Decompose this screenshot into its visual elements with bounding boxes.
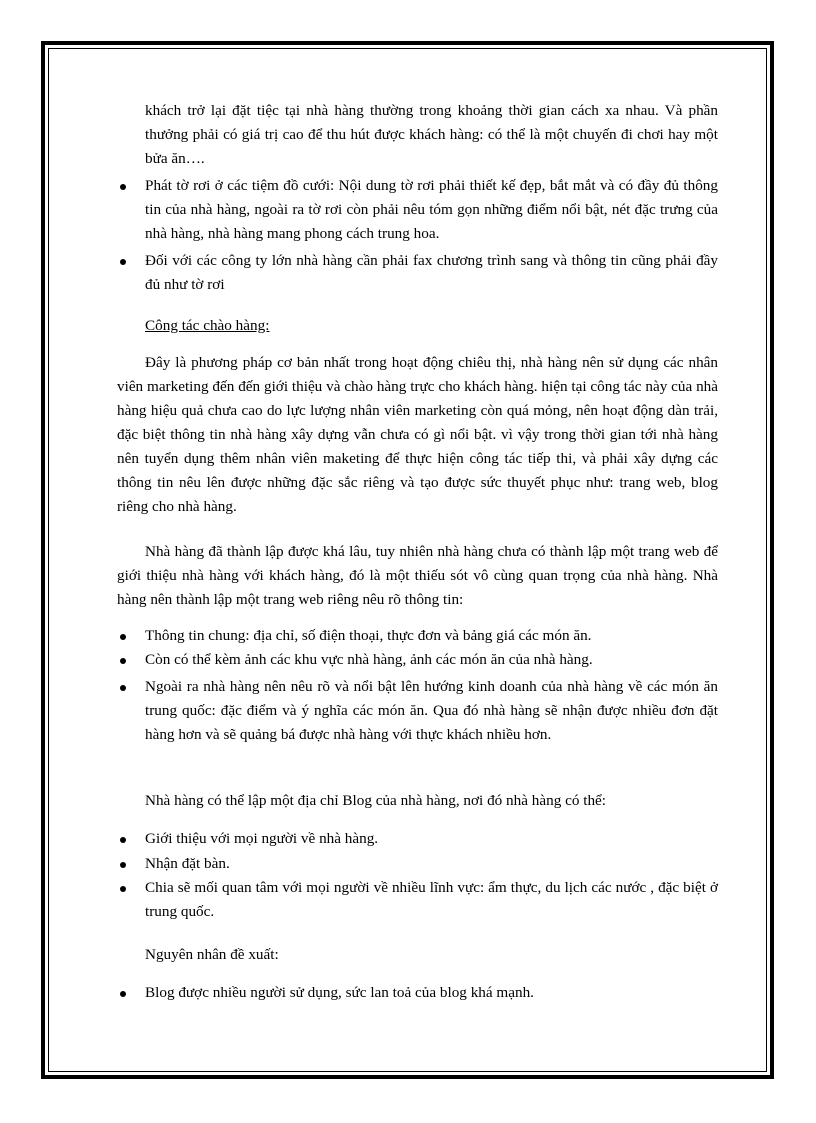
section-heading: Nguyên nhân đề xuất: xyxy=(145,946,279,963)
bullet-icon xyxy=(120,685,126,691)
list-item: Chia sẽ mối quan tâm với mọi người về nhiều lĩnh vực: ẩm thực, du lịch các nước , đặc biệt ở trung quốc. xyxy=(145,879,718,920)
list-item: Ngoài ra nhà hàng nên nêu rõ và nổi bật lên hướng kinh doanh của nhà hàng về các món ăn trung quốc: đặc điểm và ý nghĩa các món ăn. Qua đó nhà hàng sẽ nhận được nhiều đơn đặt hàng hơn và sẽ quảng bá được nhà hàng với thực khách nhiều hơn. xyxy=(145,678,718,743)
bullet-icon xyxy=(120,658,126,664)
bullet-icon xyxy=(120,837,126,843)
body-paragraph: Nhà hàng có thể lập một địa chỉ Blog của nhà hàng, nơi đó nhà hàng có thể: xyxy=(145,792,607,809)
bullet-icon xyxy=(120,634,126,640)
list-item: Nhận đặt bàn. xyxy=(145,855,230,872)
bullet-icon xyxy=(120,184,126,190)
bullet-icon xyxy=(120,862,126,868)
continued-paragraph: khách trở lại đặt tiệc tại nhà hàng thường trong khoảng thời gian cách xa nhau. Và phần thưởng phải có giá trị cao để thu hút được khách hàng: có thể là một chuyến đi chơi hay một bửa ăn…. xyxy=(145,102,718,167)
list-item: Giới thiệu với mọi người về nhà hàng. xyxy=(145,830,379,847)
list-item: Còn có thể kèm ảnh các khu vực nhà hàng, ảnh các món ăn của nhà hàng. xyxy=(145,651,593,668)
body-paragraph: Đây là phương pháp cơ bản nhất trong hoạt động chiêu thị, nhà hàng nên sử dụng các nhân viên marketing đến đến giới thiệu và chào hàng trực cho khách hàng. hiện tại công tác này của nhà hàng hiệu quả chưa cao do lực lượng nhân viên marketing còn quá mỏng, nên hoạt động dàn trải, đặc biệt thông tin nhà hàng xây dựng vẫn chưa có gì nổi bật. vì vậy trong thời gian tới nhà hàng nên tuyển dụng thêm nhân viên maketing để thực hiện công tác tiếp thi, và phải xây dựng các thông tin nêu lên được những đặc sắc riêng và tạo được sức thuyết phục như: trang web, blog riêng cho nhà hàng. xyxy=(117,354,718,515)
bullet-icon xyxy=(120,991,126,997)
list-item: Thông tin chung: địa chỉ, số điện thoại, thực đơn và bảng giá các món ăn. xyxy=(145,627,592,644)
bullet-icon xyxy=(120,259,126,265)
bullet-icon xyxy=(120,886,126,892)
list-item: Phát tờ rơi ở các tiệm đồ cưới: Nội dung tờ rơi phải thiết kế đẹp, bắt mắt và có đầy đủ thông tin của nhà hàng, ngoài ra tờ rơi còn phải nêu tóm gọn những điểm nổi bật, nét đặc trưng của nhà hàng, nhà hàng mang phong cách trung hoa. xyxy=(145,177,718,242)
list-item: Đối với các công ty lớn nhà hàng cần phải fax chương trình sang và thông tin cũng phải đầy đủ như tờ rơi xyxy=(145,252,718,293)
body-paragraph: Nhà hàng đã thành lập được khá lâu, tuy nhiên nhà hàng chưa có thành lập một trang web để giới thiệu nhà hàng với khách hàng, đó là một thiếu sót vô cùng quan trọng của nhà hàng. Nhà hàng nên thành lập một trang web riêng nêu rõ thông tin: xyxy=(117,543,718,608)
list-item: Blog được nhiều người sử dụng, sức lan toả của blog khá mạnh. xyxy=(145,984,534,1001)
section-heading: Công tác chào hàng: xyxy=(145,317,270,334)
